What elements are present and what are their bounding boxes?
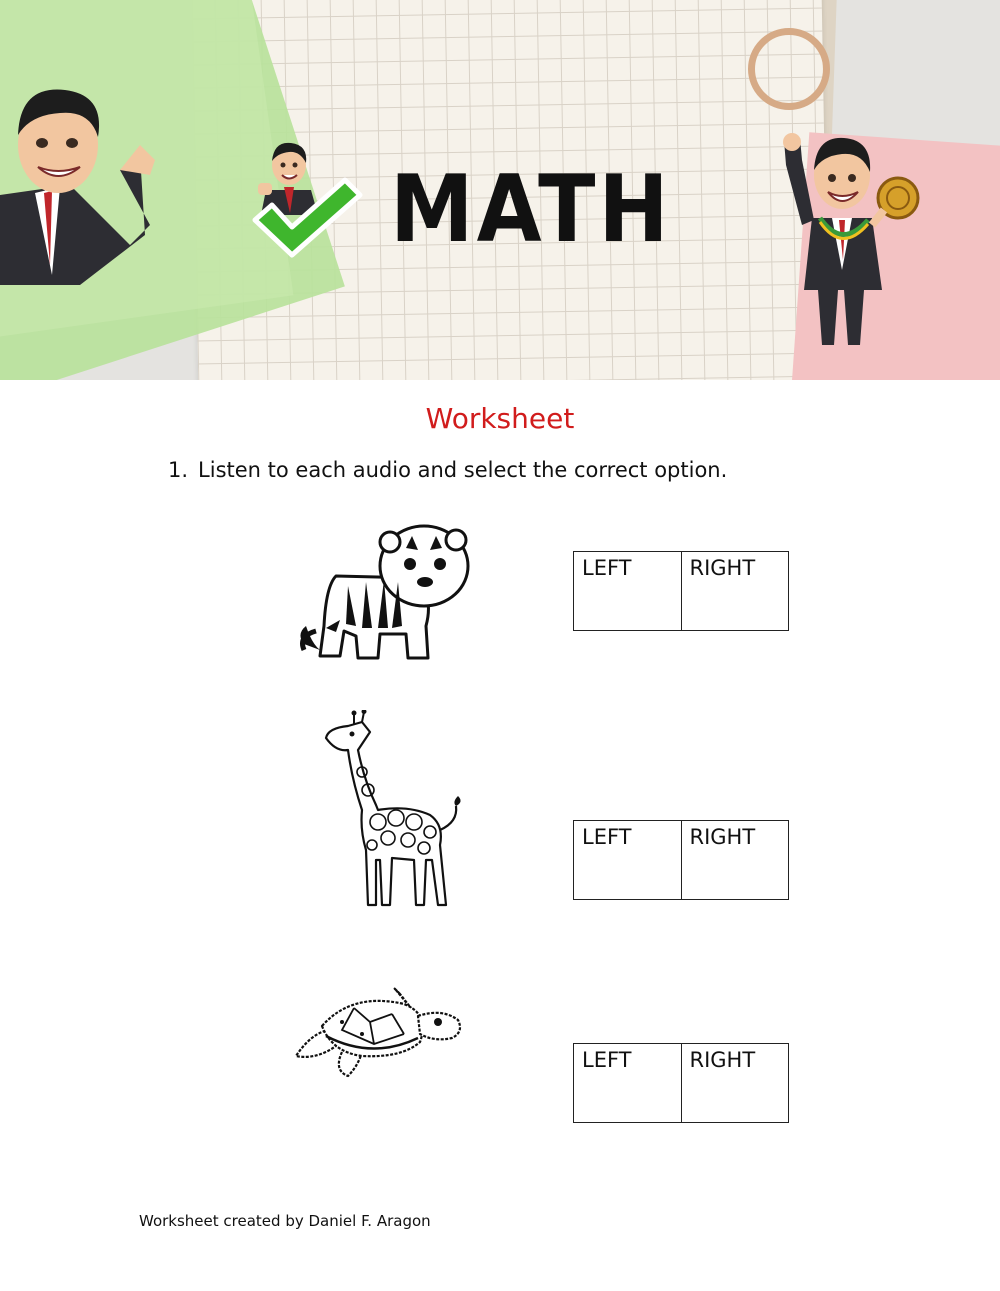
avatar-medal-icon xyxy=(772,130,932,350)
option-left[interactable]: LEFT xyxy=(574,821,682,900)
instruction xyxy=(168,458,727,482)
answer-table-2 xyxy=(573,820,789,900)
ring-icon xyxy=(748,28,830,110)
answer-table-3 xyxy=(573,1043,789,1123)
header-banner xyxy=(0,0,1000,380)
avatar-waving-icon xyxy=(0,75,160,285)
option-left[interactable]: LEFT xyxy=(574,552,682,631)
math-title: MATH xyxy=(390,155,672,263)
giraffe-icon xyxy=(318,710,468,912)
option-right[interactable]: RIGHT xyxy=(681,552,789,631)
answer-table-1 xyxy=(573,551,789,631)
worksheet-heading: Worksheet xyxy=(425,402,575,435)
option-left[interactable]: LEFT xyxy=(574,1044,682,1123)
option-right[interactable]: RIGHT xyxy=(681,821,789,900)
checkmark-icon xyxy=(250,175,365,260)
turtle-icon xyxy=(292,986,467,1078)
footer-credit: Worksheet created by Daniel F. Aragon xyxy=(139,1212,431,1230)
option-right[interactable]: RIGHT xyxy=(681,1044,789,1123)
instruction-text: Listen to each audio and select the correct option. xyxy=(198,458,728,482)
tiger-icon xyxy=(296,516,471,666)
instruction-number: 1. xyxy=(168,458,189,482)
